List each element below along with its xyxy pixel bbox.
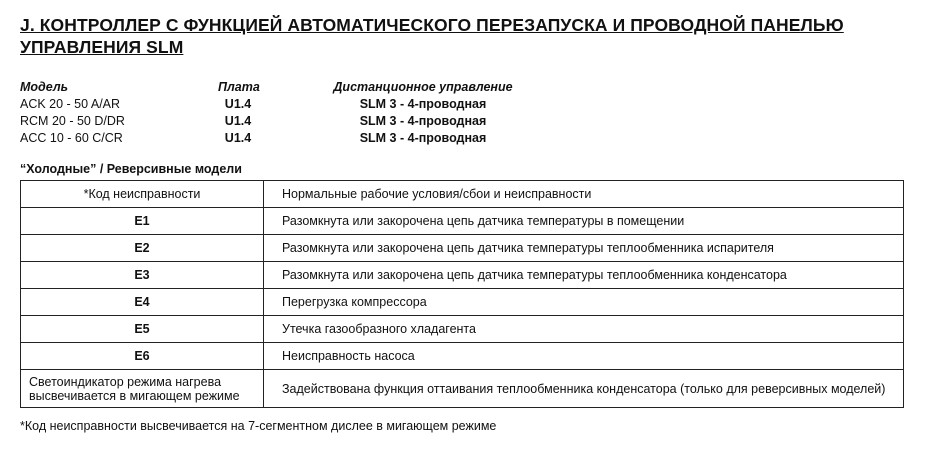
fault-code: E2 (21, 235, 264, 262)
footnote: *Код неисправности высвечивается на 7-сегментном дислее в мигающем режиме (20, 419, 497, 433)
model-header: Модель (20, 80, 69, 94)
fault-code: Светоиндикатор режима нагрева высвечивается в мигающем режиме (21, 370, 264, 408)
table-row (21, 316, 904, 343)
table-header-row (21, 181, 904, 208)
fault-codes-table (20, 180, 904, 408)
model-name: RCM 20 - 50 D/DR (20, 114, 125, 128)
model-board: U1.4 (224, 114, 252, 128)
table-row (21, 289, 904, 316)
board-header: Плата (218, 80, 260, 94)
section-title: “Холодные” / Реверсивные модели (20, 162, 242, 176)
table-row (21, 262, 904, 289)
table-row (21, 370, 904, 408)
model-board: U1.4 (224, 97, 252, 111)
fault-description: Разомкнута или закорочена цепь датчика температуры теплообменника конденсатора (264, 262, 904, 289)
description-header: Нормальные рабочие условия/сбои и неисправности (264, 181, 904, 208)
fault-code: E6 (21, 343, 264, 370)
model-remote: SLM 3 - 4-проводная (359, 97, 487, 111)
fault-code: E3 (21, 262, 264, 289)
model-remote: SLM 3 - 4-проводная (359, 131, 487, 145)
code-header: *Код неисправности (21, 181, 264, 208)
fault-code: E1 (21, 208, 264, 235)
table-row (21, 235, 904, 262)
table-row (21, 343, 904, 370)
model-name: ACK 20 - 50 A/AR (20, 97, 121, 111)
fault-description: Разомкнута или закорочена цепь датчика температуры теплообменника испарителя (264, 235, 904, 262)
model-name: ACC 10 - 60 C/CR (20, 131, 123, 145)
model-board: U1.4 (224, 131, 252, 145)
model-remote: SLM 3 - 4-проводная (359, 114, 487, 128)
fault-code: E5 (21, 316, 264, 343)
page-title: J. КОНТРОЛЛЕР С ФУНКЦИЕЙ АВТОМАТИЧЕСКОГО ПЕРЕЗАПУСКА И ПРОВОДНОЙ ПАНЕЛЬЮ УПРАВЛЕНИЯ SLM (20, 15, 844, 57)
remote-header: Дистанционное управление (333, 80, 513, 94)
table-row (21, 208, 904, 235)
fault-description: Утечка газообразного хладагента (264, 316, 904, 343)
fault-description: Задействована функция оттаивания теплообменника конденсатора (только для реверсивных моделей) (264, 370, 904, 408)
fault-description: Неисправность насоса (264, 343, 904, 370)
fault-code: E4 (21, 289, 264, 316)
fault-description: Разомкнута или закорочена цепь датчика температуры в помещении (264, 208, 904, 235)
fault-description: Перегрузка компрессора (264, 289, 904, 316)
